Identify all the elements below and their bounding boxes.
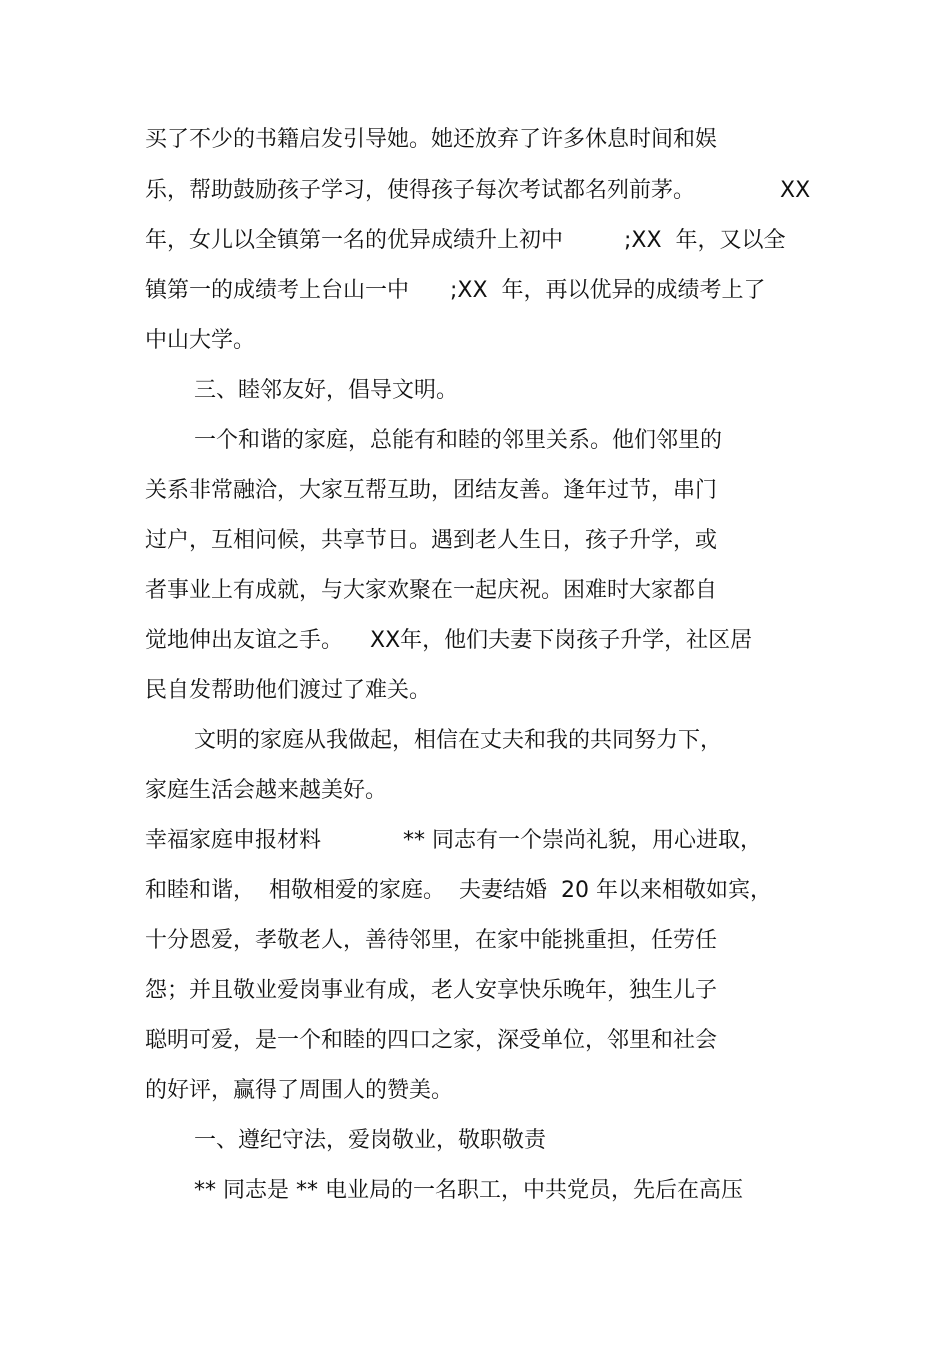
text-segment: 家庭生活会越来越美好。 bbox=[145, 778, 388, 803]
text-line bbox=[0, 326, 950, 356]
section-heading bbox=[0, 376, 950, 406]
text-line bbox=[0, 476, 950, 506]
text-segment: 觉地伸出友谊之手。 bbox=[145, 628, 344, 653]
text-line bbox=[0, 176, 950, 206]
text-segment: 文明的家庭从我做起，相信在丈夫和我的共同努力下， bbox=[194, 728, 723, 753]
text-segment: ;XX 年，再以优异的成绩考上了 bbox=[450, 278, 766, 303]
text-segment: 一、遵纪守法，爱岗敬业，敬职敬责 bbox=[194, 1128, 547, 1153]
text-line bbox=[0, 276, 950, 306]
text-segment: 幸福家庭申报材料 bbox=[145, 828, 322, 853]
text-segment: XX年，他们夫妻下岗孩子升学，社区居 bbox=[370, 628, 753, 653]
text-segment: 关系非常融洽，大家互帮互助，团结友善。逢年过节，串门 bbox=[145, 478, 718, 503]
text-line bbox=[0, 1176, 950, 1206]
text-segment: 聪明可爱，是一个和睦的四口之家，深受单位，邻里和社会 bbox=[145, 1028, 718, 1053]
text-segment: 者事业上有成就，与大家欢聚在一起庆祝。困难时大家都自 bbox=[145, 578, 718, 603]
text-segment: 三、睦邻友好，倡导文明。 bbox=[194, 378, 459, 403]
text-segment: 买了不少的书籍启发引导她。她还放弃了许多休息时间和娱 bbox=[145, 127, 718, 152]
text-segment: XX bbox=[780, 178, 811, 203]
text-segment: ;XX 年，又以全 bbox=[624, 228, 786, 253]
text-segment: 民自发帮助他们渡过了难关。 bbox=[145, 678, 432, 703]
text-segment: 乐，帮助鼓励孩子学习，使得孩子每次考试都名列前茅。 bbox=[145, 178, 696, 203]
text-segment: 中山大学。 bbox=[145, 328, 256, 353]
text-segment: 过户，互相问候，共享节日。遇到老人生日，孩子升学，或 bbox=[145, 528, 718, 553]
text-line bbox=[0, 226, 950, 256]
text-segment: 一个和谐的家庭，总能有和睦的邻里关系。他们邻里的 bbox=[194, 428, 723, 453]
text-line bbox=[0, 926, 950, 956]
text-segment: 十分恩爱，孝敬老人，善待邻里，在家中能挑重担，任劳任 bbox=[145, 928, 718, 953]
document-title-line bbox=[0, 826, 950, 856]
text-line bbox=[0, 626, 950, 656]
text-line bbox=[0, 526, 950, 556]
text-line bbox=[0, 676, 950, 706]
text-segment: 的好评，赢得了周围人的赞美。 bbox=[145, 1078, 454, 1103]
text-line bbox=[0, 876, 950, 906]
text-line bbox=[0, 776, 950, 806]
text-line bbox=[0, 726, 950, 756]
text-segment: 镇第一的成绩考上台山一中 bbox=[145, 278, 410, 303]
text-line bbox=[0, 1026, 950, 1056]
text-segment: ** 同志有一个崇尚礼貌，用心进取， bbox=[403, 828, 762, 853]
text-line bbox=[0, 125, 950, 155]
text-line bbox=[0, 1076, 950, 1106]
text-segment: 和睦和谐， 相敬相爱的家庭。 夫妻结婚 20 年以来相敬如宾， bbox=[145, 878, 772, 903]
text-segment: 怨；并且敬业爱岗事业有成，老人安享快乐晚年，独生儿子 bbox=[145, 978, 718, 1003]
text-segment: 年，女儿以全镇第一名的优异成绩升上初中 bbox=[145, 228, 564, 253]
section-heading bbox=[0, 1126, 950, 1156]
text-line bbox=[0, 576, 950, 606]
text-line bbox=[0, 426, 950, 456]
text-segment: ** 同志是 ** 电业局的一名职工，中共党员，先后在高压 bbox=[194, 1178, 743, 1203]
text-line bbox=[0, 976, 950, 1006]
